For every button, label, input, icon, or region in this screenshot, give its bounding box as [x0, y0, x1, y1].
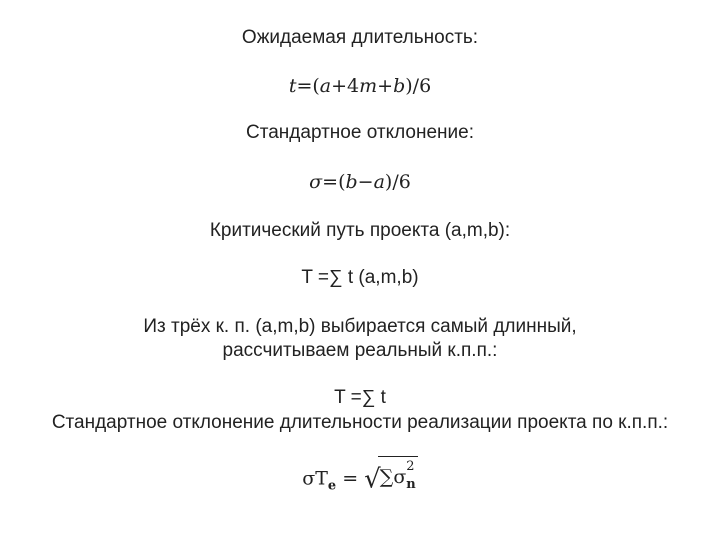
critical-path-formula: T =∑ t (a,m,b) — [301, 267, 419, 288]
formula-var-a: a — [319, 75, 332, 97]
std-dev-label: Стандартное отклонение: — [246, 122, 474, 143]
radicand — [378, 456, 418, 503]
radicand-scripts — [406, 459, 415, 503]
formula-var-t: t — [288, 75, 297, 97]
sigma-minus: − — [357, 171, 374, 193]
project-sigma-lhs-sub: e — [327, 478, 337, 494]
project-sigma-formula — [0, 456, 720, 495]
formula-plus4: +4 — [331, 75, 360, 97]
choice-line-1: Из трёх к. п. (a,m,b) выбирается самый длинный, — [143, 316, 577, 337]
project-sigma-lhs: σT — [302, 467, 328, 490]
formula-var-m: m — [359, 75, 378, 97]
std-dev-project-label: Стандартное отклонение длительности реализации проекта по к.п.п.: — [51, 412, 669, 433]
radicand-superscript: 2 — [406, 459, 415, 474]
sigma-var-a: a — [373, 171, 385, 193]
expected-duration-formula — [0, 74, 720, 98]
sigma-symbol: σ — [309, 171, 323, 193]
choice-line-2: рассчитываем реальный к.п.п.: — [222, 340, 498, 361]
radicand-sum: ∑σ — [379, 466, 407, 488]
expected-duration-label: Ожидаемая длительность: — [241, 27, 479, 48]
project-sigma-equals: = — [336, 467, 365, 490]
formula-plus: + — [377, 75, 394, 97]
sigma-eq-open: =( — [322, 171, 346, 193]
critical-path-label: Критический путь проекта (a,m,b): — [209, 220, 511, 241]
radical-sign: √ — [364, 464, 381, 495]
formula-close-div: )/6 — [405, 75, 432, 97]
std-dev-formula — [0, 170, 720, 194]
radicand-subscript: n — [406, 477, 416, 492]
sigma-var-b: b — [345, 171, 358, 193]
formula-eq-open: =( — [296, 75, 320, 97]
sigma-close-div: )/6 — [384, 171, 411, 193]
square-root — [364, 456, 418, 503]
real-path-formula: T =∑ t — [334, 387, 386, 408]
formula-var-b: b — [393, 75, 406, 97]
